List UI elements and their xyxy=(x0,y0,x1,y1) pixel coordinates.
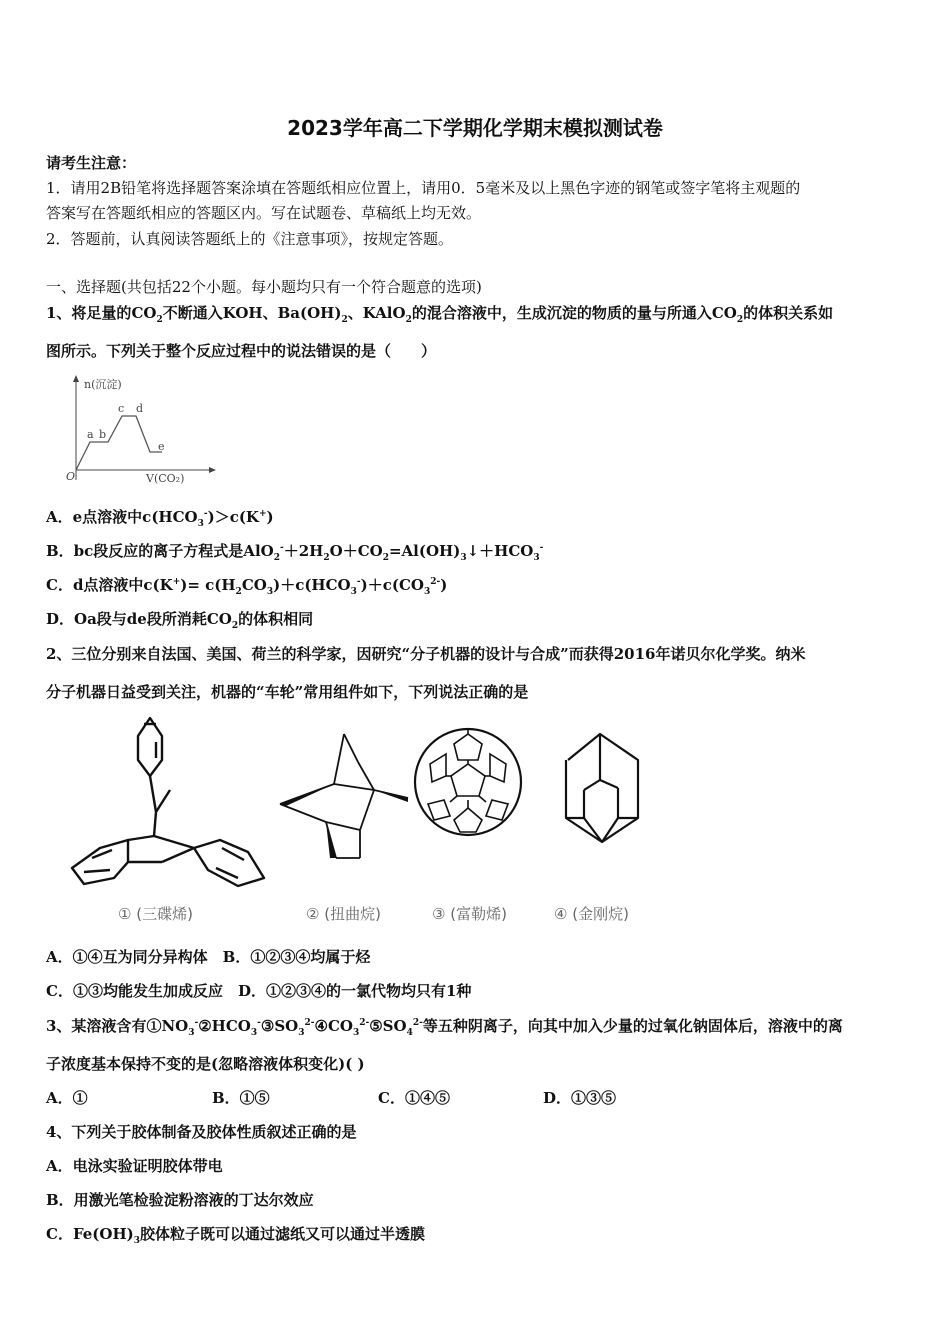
q3-stem-line2: 子浓度基本保持不变的是(忽略溶液体积变化)( ) xyxy=(46,1055,365,1073)
twistane-structure xyxy=(276,730,412,864)
q4-option-b: B．用激光笔检验淀粉溶液的丁达尔效应 xyxy=(46,1191,314,1209)
notice-heading: 请考生注意： xyxy=(46,154,137,172)
q1-option-d: D．Oa段与de段所消耗$CO_2$的体积相同 xyxy=(46,610,314,631)
q2-stem-line2: 分子机器日益受到关注，机器的“车轮”常用组件如下，下列说法正确的是 xyxy=(46,683,529,701)
q3-option-b: B．①⑤ xyxy=(212,1089,270,1107)
q4-option-a: A．电泳实验证明胶体带电 xyxy=(46,1157,223,1175)
label-twistane: ② (扭曲烷) xyxy=(306,905,381,923)
precipitate-curve xyxy=(76,416,162,470)
x-axis-arrow xyxy=(209,467,216,473)
fullerene-structure xyxy=(412,712,524,852)
q3-option-c: C．①④⑤ xyxy=(378,1089,450,1107)
adamantane-structure xyxy=(558,726,654,846)
triptycene-structure xyxy=(62,712,272,892)
point-e: e xyxy=(158,440,165,453)
notice-item-1b: 答案写在答题纸相应的答题区内。写在试题卷、草稿纸上均无效。 xyxy=(46,204,482,222)
q4-option-c: C．$Fe(OH)_3$胶体粒子既可以通过滤纸又可以通过半透膜 xyxy=(46,1225,426,1246)
q3-option-a: A．① xyxy=(46,1089,88,1107)
label-adamantane: ④ (金刚烷) xyxy=(554,905,629,923)
y-axis-arrow xyxy=(73,375,79,382)
label-fullerene: ③ (富勒烯) xyxy=(432,905,507,923)
q1-stem-line2: 图所示。下列关于整个反应过程中的说法错误的是（ ） xyxy=(46,342,437,360)
section-heading: 一、选择题(共包括22个小题。每小题均只有一个符合题意的选项) xyxy=(46,278,482,296)
q1-option-a: A．e点溶液中$c(HCO_3^-)>c(K^+)$ xyxy=(46,508,274,529)
point-b: b xyxy=(99,428,107,441)
label-triptycene: ① (三碟烯) xyxy=(118,905,193,923)
page-title: 2023学年高二下学期化学期末模拟测试卷 xyxy=(287,116,663,140)
q4-stem: 4、下列关于胶体制备及胶体性质叙述正确的是 xyxy=(46,1123,357,1141)
q1-precipitate-graph xyxy=(60,372,220,487)
point-a: a xyxy=(87,428,94,441)
q3-stem-line1: 3、某溶液含有$①NO_3^-②HCO_3^-③SO_3^{2-}④CO_3^{2-}⑤SO_4^{2-}$等五种阴离子，向其中加入少量的过氧化钠固体后，溶液中的离 xyxy=(46,1017,843,1038)
q2-stem-line1: 2、三位分别来自法国、美国、荷兰的科学家，因研究“分子机器的设计与合成”而获得2016年诺贝尔化学奖。纳米 xyxy=(46,645,806,663)
point-c: c xyxy=(118,402,125,415)
q1-stem-line1: 1、将足量的$CO_2$不断通入KOH、$Ba(OH)_2$、KAlO$_2$的混合溶液中，生成沉淀的物质的量与所通入$CO_2$的体积关系如 xyxy=(46,304,834,325)
x-axis-label: V(CO₂) xyxy=(146,472,185,485)
y-axis-label: n(沉淀) xyxy=(84,378,122,391)
q3-option-d: D．①③⑤ xyxy=(543,1089,617,1107)
notice-item-1a: 1．请用2B铅笔将选择题答案涂填在答题纸相应位置上，请用0．5毫米及以上黑色字迹的钢笔或签字笔将主观题的 xyxy=(46,179,801,197)
origin-label: O xyxy=(66,470,76,483)
notice-item-2: 2．答题前，认真阅读答题纸上的《注意事项》，按规定答题。 xyxy=(46,230,454,248)
q1-option-b: B．bc段反应的离子方程式是$AlO_2^-+2H_2O+CO_2=Al(OH)_3↓+HCO_3^-$ xyxy=(46,542,544,563)
point-d: d xyxy=(136,402,144,415)
q2-options-ab: A．①④互为同分异构体 B．①②③④均属于烃 xyxy=(46,948,371,966)
q2-options-cd: C．①③均能发生加成反应 D．①②③④的一氯代物均只有1种 xyxy=(46,982,472,1000)
q1-option-c: C．d点溶液中$c(K^+)= c(H_2CO_3)+c(HCO_3^-)+c(CO_3^{2-})$ xyxy=(46,576,448,597)
